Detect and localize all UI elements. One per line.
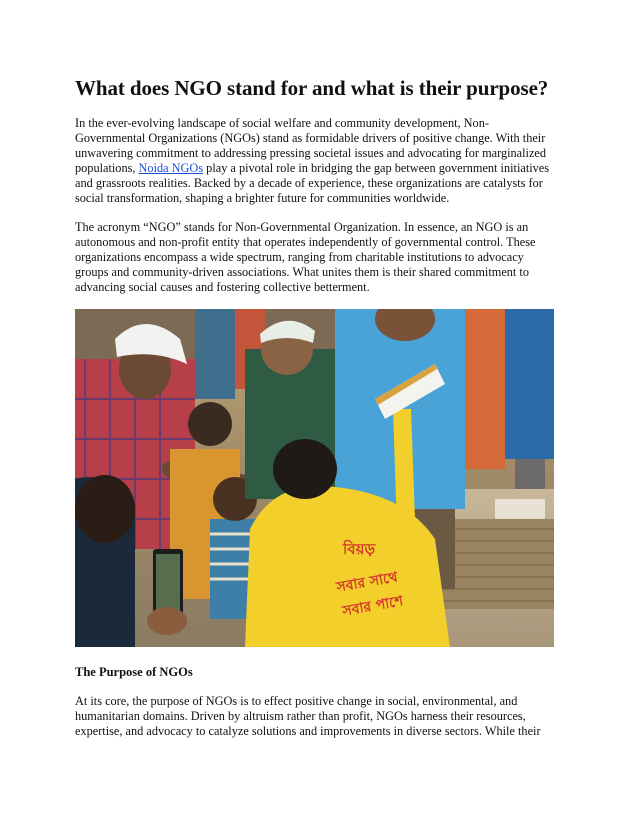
page-title: What does NGO stand for and what is their purpose? bbox=[75, 76, 549, 100]
article-body bbox=[75, 74, 555, 739]
shirt-text-1: বিয়ড় bbox=[343, 540, 376, 558]
purpose-paragraph: At its core, the purpose of NGOs is to effect positive change in social, environmental, and humanitarian domains. Driven by altruism rather than profit, NGOs harness their resources, expertise, and advocacy to catalyze solutions and improvements in diverse sectors. While their bbox=[75, 694, 541, 738]
section-heading: The Purpose of NGOs bbox=[75, 665, 193, 679]
intro-paragraph bbox=[75, 116, 555, 206]
shirt-text-3: সবার পাশে bbox=[341, 593, 405, 620]
shirt-text-2: সবার সাথে bbox=[335, 569, 399, 596]
intro-text-start: In the ever-evolving landscape of social welfare and community development, Non-Governmental Organizations (NGOs) stand as formidable drivers of positive change. With their unwavering commitment to addressing pressing societal issues and advocating for marginalized populations, bbox=[75, 116, 547, 175]
definition-paragraph: The acronym “NGO” stands for Non-Governmental Organization. In essence, an NGO is an autonomous and non-profit entity that operates independently of governmental control. These organizations encompass a wide spectrum, ranging from charitable institutions to advocacy groups and community-driven associations. What unites them is their shared commitment to advancing social causes and fostering collective betterment. bbox=[75, 220, 536, 294]
ngo-volunteers-photo bbox=[75, 309, 554, 647]
intro-text-end: play a pivotal role in bridging the gap between government initiatives and grassroots realities. Backed by a decade of experience, these organizations are catalysts for social transformation, shaping a brighter future for communities worldwide. bbox=[75, 161, 550, 205]
noida-ngos-link[interactable]: Noida NGOs bbox=[138, 161, 204, 175]
